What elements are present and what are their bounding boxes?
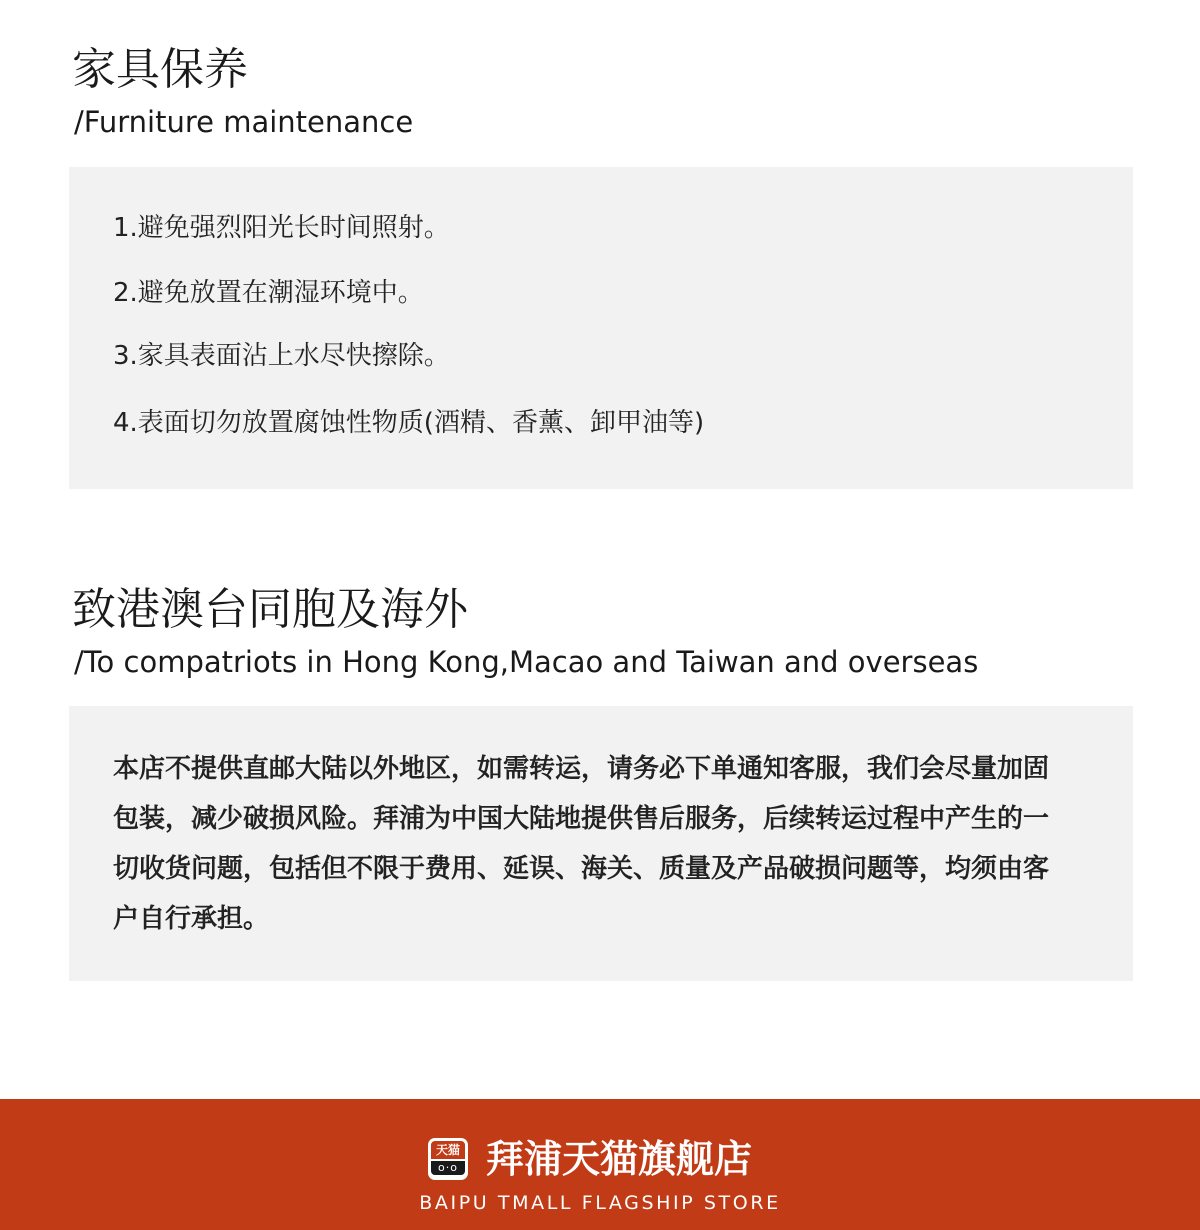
tmall-icon-label: 天猫 <box>431 1141 465 1159</box>
overseas-panel <box>69 706 1133 981</box>
overseas-subtitle: /To compatriots in Hong Kong,Macao and Taiwan and overseas <box>74 645 979 679</box>
overseas-title: 致港澳台同胞及海外 <box>72 584 468 635</box>
store-footer <box>0 1099 1200 1230</box>
care-item: 4.表面切勿放置腐蚀性物质(酒精、香薰、卸甲油等) <box>113 408 705 438</box>
maintenance-panel <box>69 167 1133 489</box>
tmall-icon-eyes: o·o <box>431 1161 465 1175</box>
care-item: 1.避免强烈阳光长时间照射。 <box>113 213 450 243</box>
store-brand <box>428 1136 752 1182</box>
overseas-notice: 本店不提供直邮大陆以外地区，如需转运，请务必下单通知客服，我们会尽量加固包装，减少破损风险。拜浦为中国大陆地提供售后服务，后续转运过程中产生的一切收货问题，包括但不限于费用、延误、海关、质量及产品破损问题等，均须由客户自行承担。 <box>113 754 1050 934</box>
care-item: 2.避免放置在潮湿环境中。 <box>113 278 424 308</box>
maintenance-subtitle: /Furniture maintenance <box>74 105 414 139</box>
maintenance-title: 家具保养 <box>72 44 248 95</box>
tmall-cat-icon <box>428 1138 468 1180</box>
store-name: 拜浦天猫旗舰店 <box>486 1137 753 1181</box>
care-item: 3.家具表面沾上水尽快擦除。 <box>113 341 450 371</box>
store-name-english: BAIPU TMALL FLAGSHIP STORE <box>419 1192 781 1214</box>
